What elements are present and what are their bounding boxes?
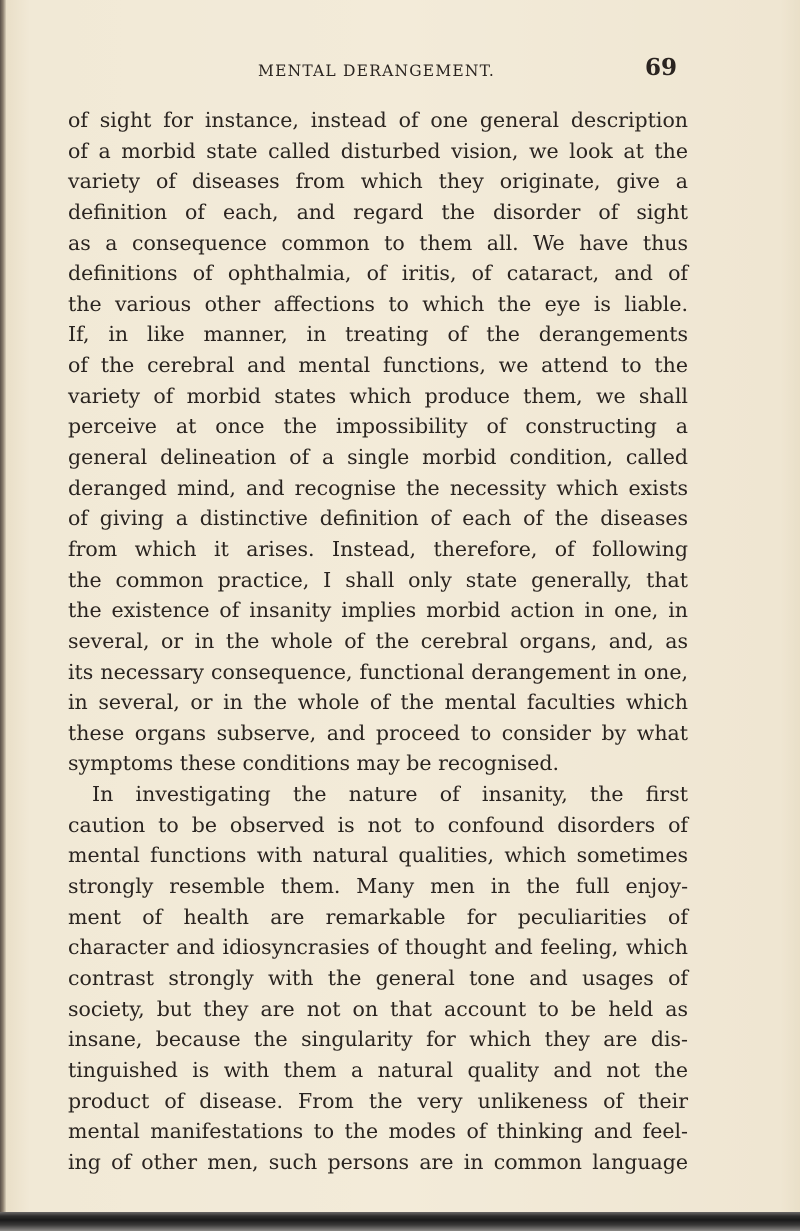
text-line: ing of other men, such persons are in common language <box>68 1149 688 1174</box>
text-line: mental functions with natural qualities, which sometimes <box>68 843 688 868</box>
scan-bottom-edge <box>0 1212 800 1231</box>
page-number: 69 <box>645 54 678 81</box>
text-line: character and idiosyncrasies of thought and feeling, which <box>68 935 688 960</box>
text-line: of giving a distinctive definition of each of the diseases <box>68 506 688 531</box>
text-line: from which it arises. Instead, therefore, of following <box>68 536 688 561</box>
text-line: the existence of insanity implies morbid action in one, in <box>68 598 688 623</box>
paragraph-end-line: symptoms these conditions may be recognised. <box>68 751 559 776</box>
page-binding-edge <box>0 0 6 1231</box>
text-line: variety of morbid states which produce them, we shall <box>68 383 688 408</box>
text-line: these organs subserve, and proceed to consider by what <box>68 720 688 745</box>
text-line: of a morbid state called disturbed vision, we look at the <box>68 138 688 163</box>
text-line: perceive at once the impossibility of constructing a <box>68 414 688 439</box>
text-line: strongly resemble them. Many men in the full enjoy- <box>68 874 688 899</box>
text-line: its necessary consequence, functional derangement in one, <box>68 659 688 684</box>
text-line: caution to be observed is not to confound disorders of <box>68 812 688 837</box>
text-line: product of disease. From the very unlikeness of their <box>68 1088 688 1113</box>
page-header <box>0 50 800 90</box>
text-line: variety of diseases from which they originate, give a <box>68 169 688 194</box>
text-line: deranged mind, and recognise the necessity which exists <box>68 475 688 500</box>
text-line: society, but they are not on that account to be held as <box>68 996 688 1021</box>
text-line: definition of each, and regard the disorder of sight <box>68 199 688 224</box>
text-line: the various other affections to which the eye is liable. <box>68 291 688 316</box>
text-line: in several, or in the whole of the mental faculties which <box>68 690 688 715</box>
text-line: mental manifestations to the modes of thinking and feel- <box>68 1119 688 1144</box>
text-line: general delineation of a single morbid condition, called <box>68 445 688 470</box>
text-line: the common practice, I shall only state generally, that <box>68 567 688 592</box>
text-line: of sight for instance, instead of one general description <box>68 108 688 132</box>
text-line: If, in like manner, in treating of the derangements <box>68 322 688 347</box>
text-line: several, or in the whole of the cerebral organs, and, as <box>68 628 688 653</box>
text-line: contrast strongly with the general tone and usages of <box>68 965 688 990</box>
text-line: tinguished is with them a natural quality and not the <box>68 1057 688 1082</box>
text-line: insane, because the singularity for which they are dis- <box>68 1027 688 1052</box>
text-line: as a consequence common to them all. We have thus <box>68 230 688 255</box>
text-line: of the cerebral and mental functions, we attend to the <box>68 353 688 378</box>
text-line: definitions of ophthalmia, of iritis, of cataract, and of <box>68 261 688 286</box>
paragraph-start-line: In investigating the nature of insanity, the first <box>92 782 688 807</box>
text-line: ment of health are remarkable for peculiarities of <box>68 904 688 929</box>
running-title: MENTAL DERANGEMENT. <box>258 62 496 80</box>
body-text <box>68 105 688 1177</box>
